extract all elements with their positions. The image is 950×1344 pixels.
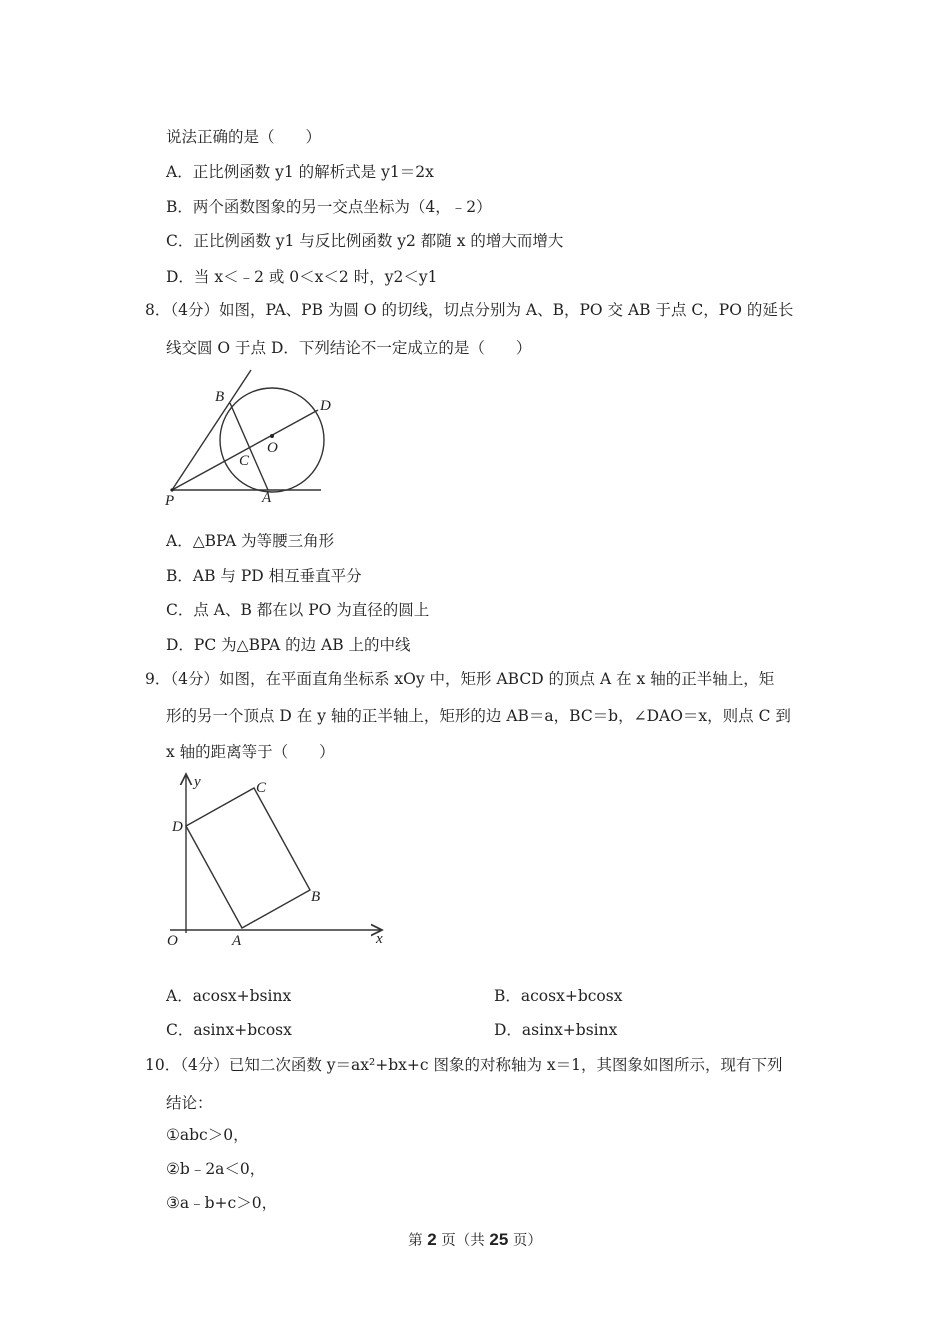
label-y: y: [194, 774, 201, 790]
label-d: D: [320, 398, 331, 414]
line-pd: [172, 410, 318, 490]
label-o: O: [167, 933, 178, 949]
q9-stem-line2: 形的另一个顶点 D 在 y 轴的正半轴上，矩形的边 AB＝a，BC＝b，∠DAO＝x，则点 C 到: [166, 707, 791, 725]
q7-option-c: C．正比例函数 y1 与反比例函数 y2 都随 x 的增大而增大: [166, 232, 564, 250]
label-p: P: [165, 493, 175, 509]
footer-total-pages: 25: [489, 1230, 509, 1249]
q7-stem-tail: 说法正确的是（ ）: [166, 128, 322, 146]
label-b: B: [215, 389, 225, 405]
q10-stem-line2: 结论：: [166, 1094, 213, 1112]
q9-option-c: C．asinx+bcosx: [166, 1021, 292, 1039]
q8-stem-line2: 线交圆 O 于点 D．下列结论不一定成立的是（ ）: [166, 339, 532, 357]
page-footer: [0, 1229, 950, 1250]
footer-mid: 页（共: [441, 1233, 485, 1249]
q8-tangent-circle-figure: [155, 365, 340, 510]
q10-conclusion-1: ①abc＞0，: [166, 1126, 249, 1144]
q8-option-c: C．点 A、B 都在以 PO 为直径的圆上: [166, 601, 430, 619]
rectangle-abcd: [186, 788, 310, 928]
q9-rectangle-coordinate-figure: [160, 768, 395, 953]
tangent-pb: [172, 370, 251, 490]
label-c: C: [239, 453, 250, 469]
label-a: A: [232, 933, 242, 949]
q9-stem-line3: x 轴的距离等于（ ）: [166, 743, 335, 761]
point-o: [270, 434, 274, 438]
label-b: B: [311, 889, 321, 905]
q9-stem-line1: 9．（4分）如图，在平面直角坐标系 xOy 中，矩形 ABCD 的顶点 A 在 x 轴的正半轴上，矩: [145, 670, 775, 688]
q9-option-d: D．asinx+bsinx: [494, 1021, 618, 1039]
label-o: O: [267, 440, 278, 456]
label-d: D: [172, 819, 183, 835]
q10-conclusion-2: ②b﹣2a＜0，: [166, 1160, 266, 1178]
q9-option-b: B．acosx+bcosx: [494, 987, 623, 1005]
q7-option-d: D．当 x＜﹣2 或 0＜x＜2 时，y2＜y1: [166, 268, 438, 286]
q8-option-d: D．PC 为△BPA 的边 AB 上的中线: [166, 636, 411, 654]
point-p: [170, 488, 173, 491]
label-c: C: [256, 780, 267, 796]
q7-option-b: B．两个函数图象的另一交点坐标为（4，﹣2）: [166, 198, 492, 216]
q8-option-a: A．△BPA 为等腰三角形: [166, 532, 335, 550]
q8-option-b: B．AB 与 PD 相互垂直平分: [166, 567, 362, 585]
q10-stem-line1: 10．（4分）已知二次函数 y＝ax²+bx+c 图象的对称轴为 x＝1，其图象如图所示，现有下列: [145, 1056, 783, 1074]
footer-suffix: 页）: [512, 1233, 542, 1249]
q9-option-a: A．acosx+bsinx: [166, 987, 292, 1005]
q7-option-a: A．正比例函数 y1 的解析式是 y1＝2x: [166, 163, 434, 181]
q8-stem-line1: 8．（4分）如图，PA、PB 为圆 O 的切线，切点分别为 A、B，PO 交 AB 于点 C，PO 的延长: [145, 301, 794, 319]
q10-conclusion-3: ③a﹣b+c＞0，: [166, 1194, 278, 1212]
label-x: x: [376, 931, 383, 947]
label-a: A: [262, 490, 272, 506]
footer-page-number: 2: [427, 1230, 437, 1249]
footer-prefix: 第: [408, 1233, 423, 1249]
